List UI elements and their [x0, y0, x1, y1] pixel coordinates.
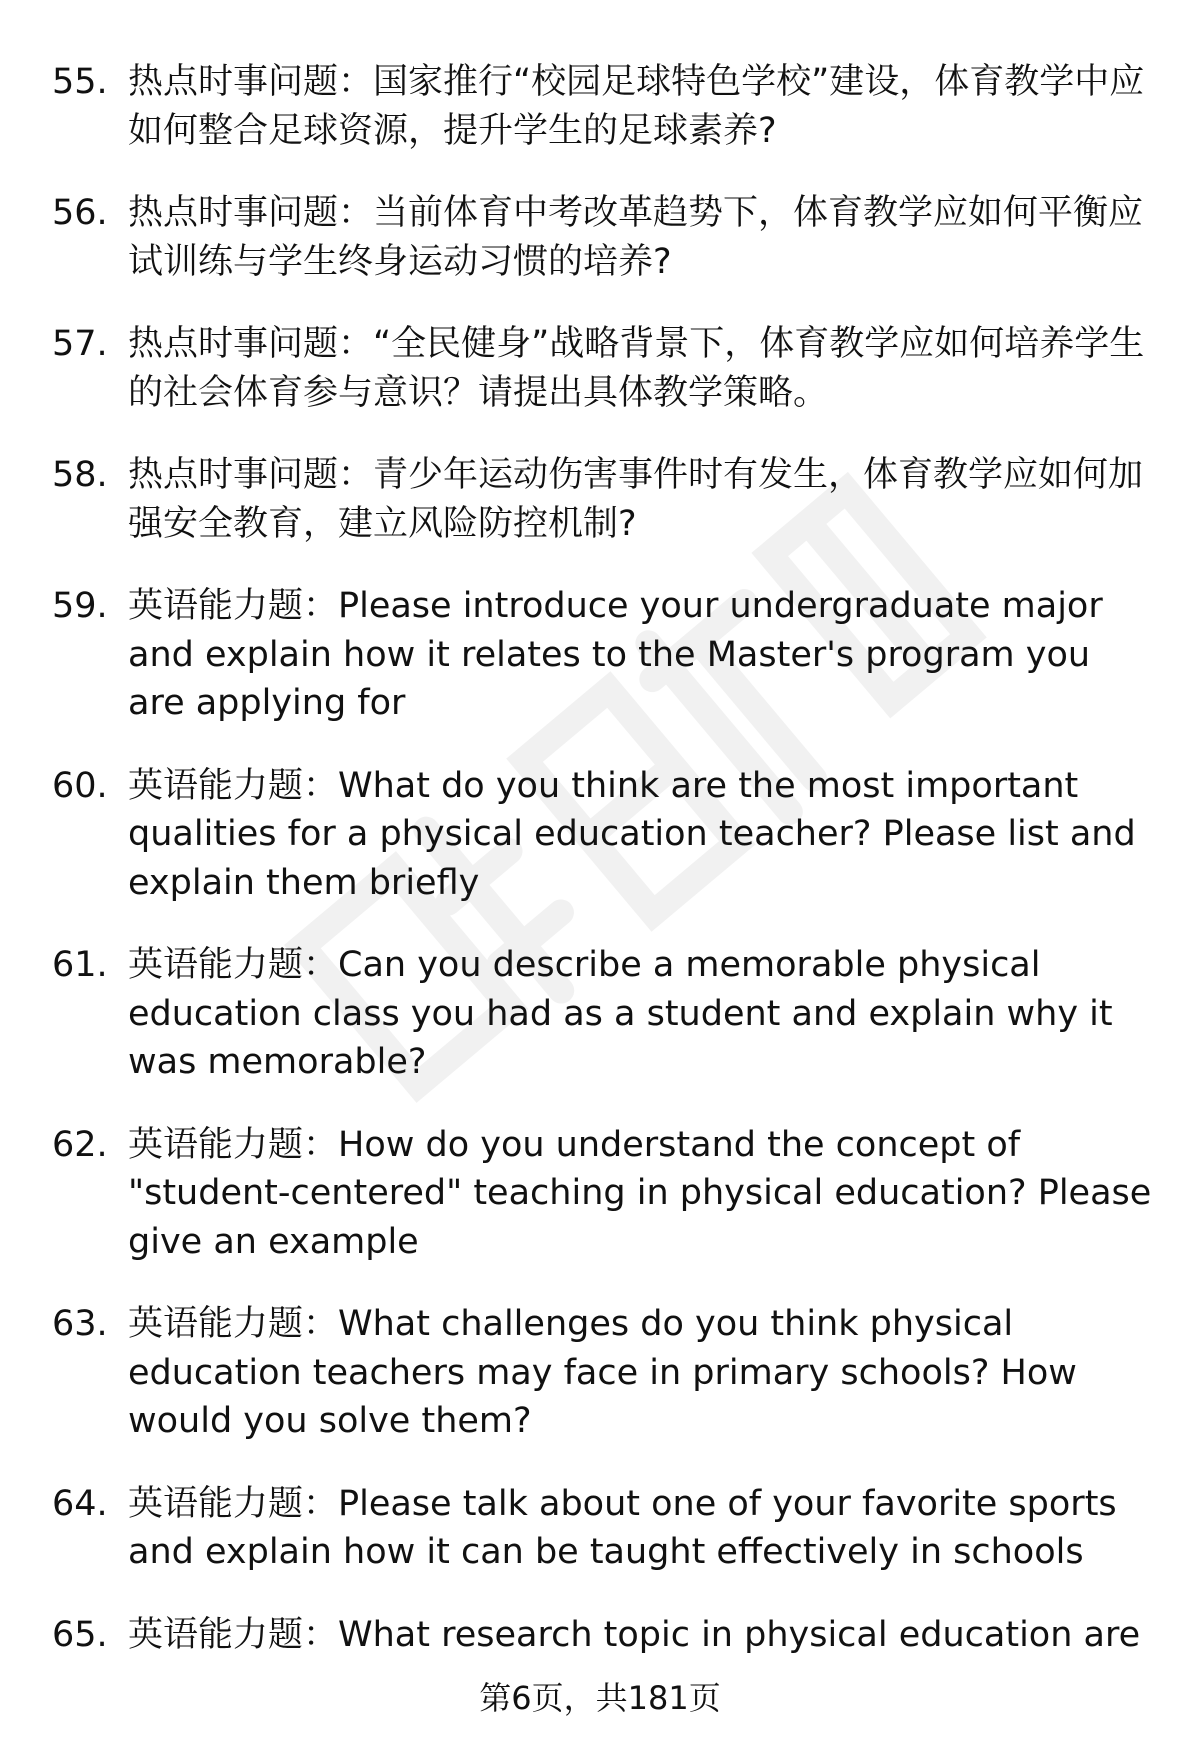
- question-text: 英语能力题：Can you describe a memorable physical education class you had as a student and explain why it was memorable?: [128, 945, 1113, 1082]
- list-item: [52, 451, 1152, 548]
- question-number: 64.: [52, 1483, 108, 1524]
- question-number: 57.: [52, 324, 108, 364]
- page-footer: [0, 1678, 1200, 1718]
- question-number: 58.: [52, 455, 108, 495]
- question-number: 65.: [52, 1614, 108, 1655]
- question-text: 热点时事问题：当前体育中考改革趋势下，体育教学应如何平衡应试训练与学生终身运动习惯的培养?: [128, 193, 1144, 282]
- question-text: 热点时事问题：青少年运动伤害事件时有发生，体育教学应如何加强安全教育，建立风险防控机制?: [128, 455, 1144, 544]
- question-text: 热点时事问题：国家推行“校园足球特色学校”建设，体育教学中应如何整合足球资源，提升学生的足球素养?: [128, 62, 1145, 151]
- list-item: [52, 1611, 1152, 1660]
- question-text: 英语能力题：What research topic in physical education are: [128, 1614, 1141, 1655]
- list-item: [52, 1121, 1152, 1267]
- question-text: 英语能力题：What challenges do you think physical education teachers may face in primary schools? How would you solve them?: [128, 1304, 1077, 1441]
- question-text: 英语能力题：Please introduce your undergraduate major and explain how it relates to the Master's program you are applying for: [128, 586, 1103, 723]
- list-item: [52, 1300, 1152, 1446]
- list-item: [52, 1480, 1152, 1577]
- question-text: 英语能力题：What do you think are the most important qualities for a physical education teacher? Please list and explain them briefly: [128, 765, 1136, 903]
- question-number: 55.: [52, 62, 108, 102]
- question-number: 61.: [52, 945, 108, 985]
- list-item: [52, 320, 1152, 417]
- question-number: 62.: [52, 1124, 108, 1165]
- question-number: 59.: [52, 586, 108, 626]
- page-number-label: 第6页，共181页: [479, 1679, 721, 1717]
- question-number: 60.: [52, 765, 108, 806]
- list-item: [52, 582, 1152, 728]
- question-number: 63.: [52, 1304, 108, 1344]
- list-item: [52, 762, 1152, 908]
- question-text: 英语能力题：Please talk about one of your favorite sports and explain how it can be taught effectively in schools: [128, 1483, 1117, 1572]
- question-list: [52, 58, 1152, 1693]
- list-item: [52, 941, 1152, 1087]
- question-text: 热点时事问题：“全民健身”战略背景下，体育教学应如何培养学生的社会体育参与意识？请提出具体教学策略。: [128, 324, 1145, 413]
- list-item: [52, 189, 1152, 286]
- question-text: 英语能力题：How do you understand the concept of "student-centered" teaching in physical education? Please give an example: [128, 1124, 1152, 1262]
- list-item: [52, 58, 1152, 155]
- question-number: 56.: [52, 193, 108, 233]
